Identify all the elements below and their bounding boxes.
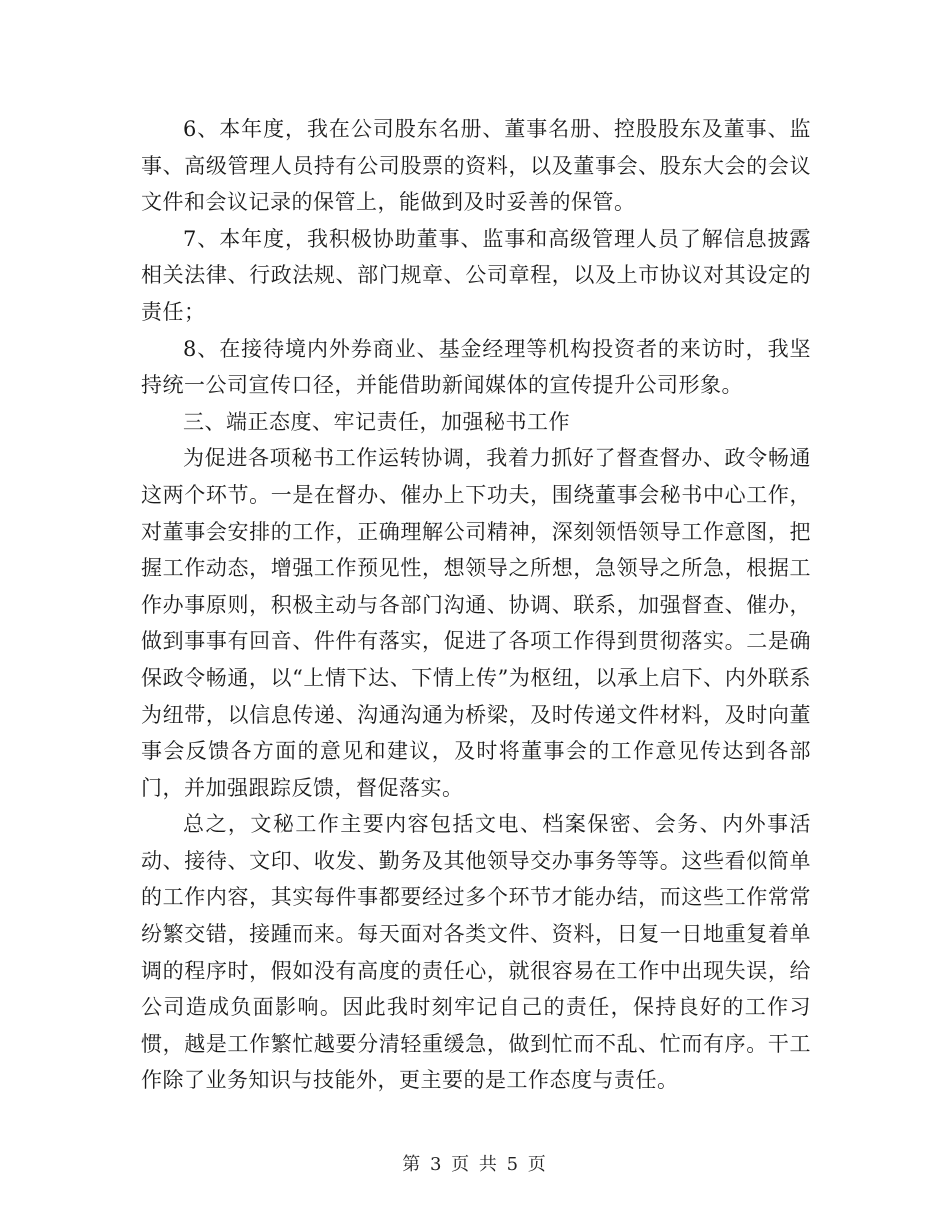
paragraph-item-6: 6、本年度，我在公司股东名册、董事名册、控股股东及董事、监事、高级管理人员持有公司股票的资料，以及董事会、股东大会的会议文件和会议记录的保管上，能做到及时妥善的保管。 xyxy=(141,117,811,215)
paragraph-item-7: 7、本年度，我积极协助董事、监事和高级管理人员了解信息披露相关法律、行政法规、部门规章、公司章程，以及上市协议对其设定的责任； xyxy=(141,226,811,324)
paragraph-body-2: 总之，文秘工作主要内容包括文电、档案保密、会务、内外事活动、接待、文印、收发、勤务及其他领导交办事务等等。这些看似简单的工作内容，其实每件事都要经过多个环节才能办结，而这些工作常常纷繁交错，接踵而来。每天面对各类文件、资料，日复一日地重复着单调的程序时，假如没有高度的责任心，就很容易在工作中出现失误，给公司造成负面影响。因此我时刻牢记自己的责任，保持良好的工作习惯，越是工作繁忙越要分清轻重缓急，做到忙而不乱、忙而有序。干工作除了业务知识与技能外，更主要的是工作态度与责任。 xyxy=(141,812,811,1093)
paragraph-body-1: 为促进各项秘书工作运转协调，我着力抓好了督查督办、政令畅通这两个环节。一是在督办、催办上下功夫，围绕董事会秘书中心工作，对董事会安排的工作，正确理解公司精神，深刻领悟领导工作意图，把握工作动态，增强工作预见性，想领导之所想，急领导之所急，根据工作办事原则，积极主动与各部门沟通、协调、联系，加强督查、催办，做到事事有回音、件件有落实，促进了各项工作得到贯彻落实。二是确保政令畅通，以“上情下达、下情上传”为枢纽，以承上启下、内外联系为纽带，以信息传递、沟通沟通为桥梁，及时传递文件材料，及时向董事会反馈各方面的意见和建议，及时将董事会的工作意见传达到各部门，并加强跟踪反馈，督促落实。 xyxy=(141,446,811,800)
section-heading: 三、端正态度、牢记责任，加强秘书工作 xyxy=(183,409,570,434)
page-number: 第 3 页 共 5 页 xyxy=(402,1154,548,1175)
paragraph-item-8: 8、在接待境内外券商业、基金经理等机构投资者的来访时，我坚持统一公司宣传口径，并能借助新闻媒体的宣传提升公司形象。 xyxy=(141,336,811,398)
document-body xyxy=(141,111,811,1099)
